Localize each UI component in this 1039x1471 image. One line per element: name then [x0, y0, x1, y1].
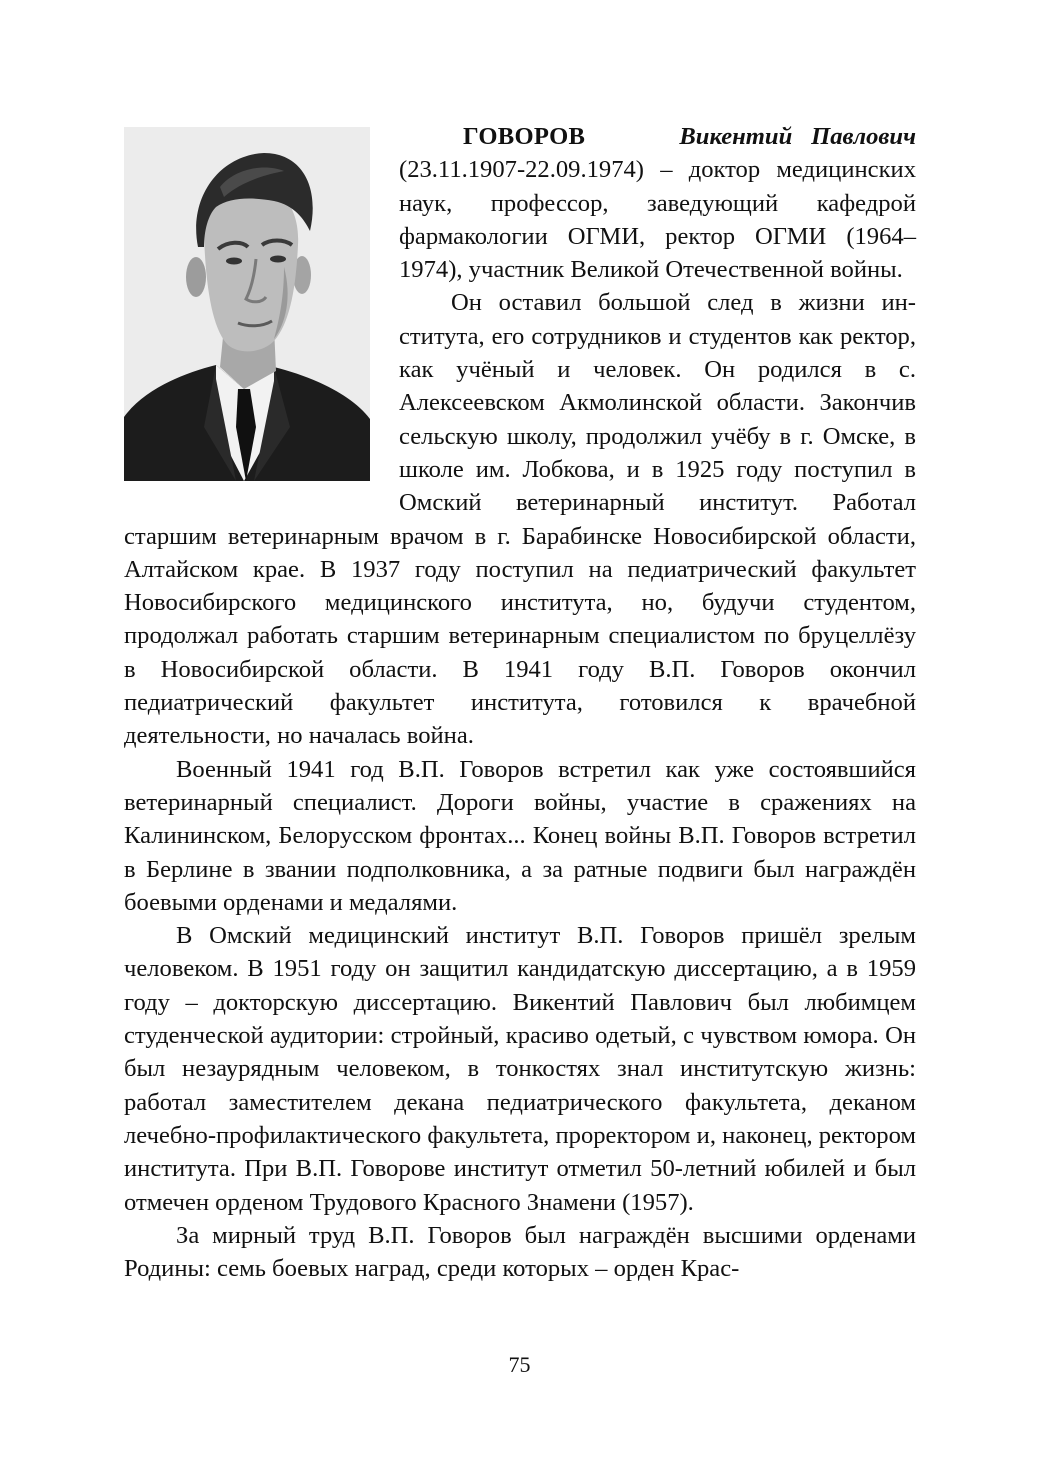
- portrait-image: [124, 127, 370, 481]
- document-page: [124, 120, 916, 1285]
- person-intro-text: (23.11.1907-22.09.1974) – доктор медицинских наук, профессор, заведующий кафедрой фармакологии ОГМИ, ректор ОГМИ (1964–1974), участник Великой Отечественной войны.: [399, 156, 916, 284]
- paragraph-career: Он оставил большой след в жизни института, его сотрудников и студентов как ректор, как учёный и человек. Он родился в с. Алексеевском Акмолинской области. Закончив сельскую школу, продолжил учёбу в г. Омске, в школе им. Лобкова, и в 1925 году поступил в Омский ветеринарный институт. Работал старшим ветеринарным врачом в г. Барабинске Новосибирской области, Алтайском крае. В 1937 году поступил на педиатрический факультет Новосибирского медицинского института, но, будучи студентом, продолжал работать старшим ветеринарным специалистом по бруцеллёзу в Новосибирской области. В 1941 году В.П. Говоров окончил педиатрический факультет института, готовился к врачебной деятельности, но началась война.: [124, 289, 916, 750]
- paragraph-institute: В Омский медицинский институт В.П. Говоров пришёл зрелым человеком. В 1951 году он защитил кандидатскую диссертацию, а в 1959 году – докторскую диссертацию. Викентий Павлович был любимцем студенческой аудитории: стройный, красиво одетый, с чувством юмора. Он был незаурядным человеком, в тонкостях знал институтскую жизнь: работал заместителем декана педиатрического факультета, деканом лечебно-профилактического факультета, проректором и, наконец, ректором института. При В.П. Говорове институт отметил 50-летний юбилей и был отмечен орденом Трудового Красного Знамени (1957).: [124, 922, 916, 1216]
- person-surname: ГОВОРОВ: [463, 123, 586, 150]
- person-given-names: Викентий Павлович: [679, 123, 916, 150]
- paragraph-war: Военный 1941 год В.П. Говоров встретил как уже состоявшийся ветеринарный специалист. Дороги войны, участие в сражениях на Калининском, Белорусском фронтах... Конец войны В.П. Говоров встретил в Берлине в звании подполковника, а за ратные подвиги был награждён боевыми орденами и медалями.: [124, 755, 916, 916]
- page-number: 75: [508, 1352, 531, 1377]
- portrait-photo: [124, 127, 370, 481]
- paragraph-awards: За мирный труд В.П. Говоров был награждён высшими орденами Родины: семь боевых наград, среди которых – орден Крас-: [124, 1221, 916, 1283]
